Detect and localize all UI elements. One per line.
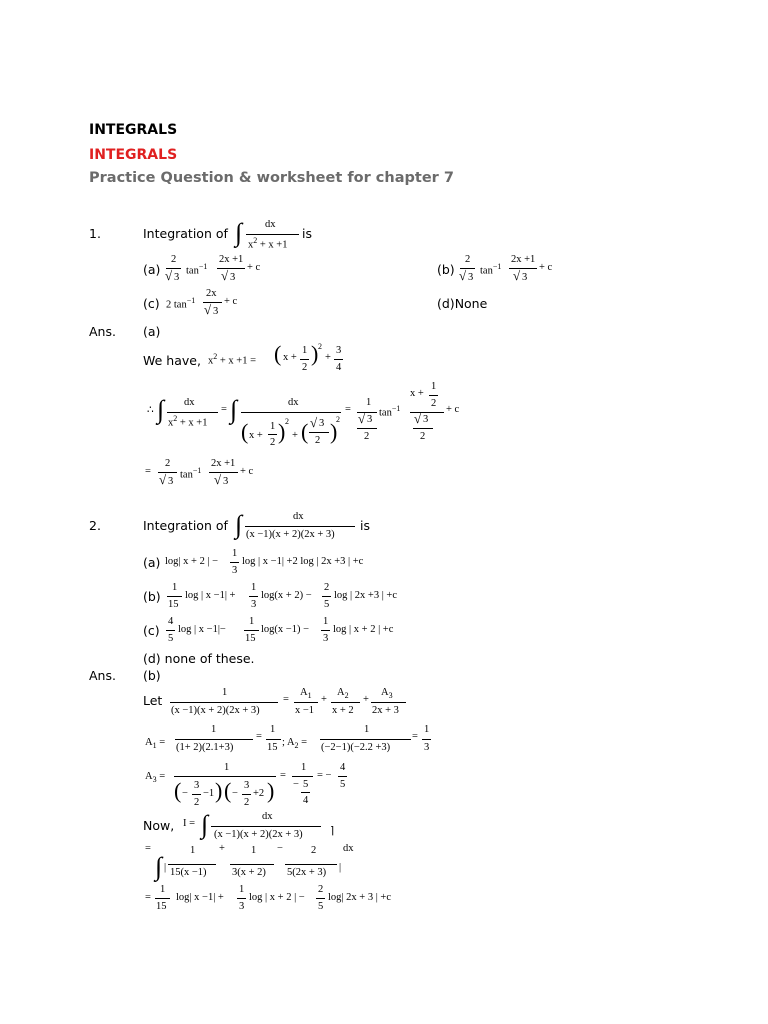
denominator: 3 — [232, 565, 238, 576]
numerator: 1 — [190, 845, 196, 856]
equals: = — [283, 694, 289, 705]
page-title: INTEGRALS — [89, 122, 178, 138]
right-paren: ) — [215, 778, 223, 803]
numerator: $A_1$ — [300, 687, 312, 701]
expression: log| 2x + 3 | +c — [328, 892, 391, 903]
numerator: $A_3$ — [381, 687, 393, 701]
operator: + — [321, 694, 327, 705]
constant: + c — [446, 404, 460, 415]
fraction-bar — [322, 596, 331, 597]
fraction-bar — [309, 432, 329, 433]
denominator: 15 — [168, 599, 179, 610]
arctan: $\tan^{-1}$ — [186, 262, 208, 277]
denominator: 2 — [302, 362, 308, 373]
option-c-label: (c) — [143, 296, 160, 311]
numerator: 1 — [364, 724, 370, 735]
option-b-label: (b) — [143, 589, 161, 604]
fraction-bar — [422, 739, 431, 740]
constant: + c — [224, 296, 238, 307]
expression: log| x −1| + — [176, 892, 224, 903]
therefore-symbol: ∴ — [147, 405, 154, 416]
fraction-bar — [301, 792, 310, 793]
numerator: 2 — [165, 458, 171, 469]
fraction-bar — [292, 776, 313, 777]
operator: − — [293, 779, 299, 790]
fraction-bar — [285, 864, 337, 865]
numerator: 1 — [249, 616, 255, 627]
numerator: 1 — [251, 845, 257, 856]
constant: + c — [240, 466, 254, 477]
expression: log | 2x +3 | +c — [334, 590, 397, 601]
fraction-bar — [331, 702, 360, 703]
equals: = — [256, 731, 262, 742]
numerator: dx — [293, 511, 304, 522]
operator: + — [363, 694, 369, 705]
expression: +2 — [253, 788, 265, 799]
numerator: 2 — [465, 254, 471, 265]
fraction-bar — [316, 898, 325, 899]
fraction-bar — [245, 526, 355, 527]
numerator: dx — [265, 219, 276, 230]
constant: + c — [539, 262, 553, 273]
let-text: Let — [143, 693, 163, 708]
radicand: 3 — [213, 306, 219, 317]
numerator: 1 — [160, 884, 166, 895]
numerator: 2x — [206, 288, 217, 299]
sqrt-symbol: √ — [310, 415, 318, 430]
question-number: 1. — [89, 226, 101, 241]
denominator: 2 — [431, 398, 437, 409]
denominator: 2 — [315, 435, 321, 446]
left-paren: ( — [274, 341, 282, 366]
integral-sign: ∫ — [230, 395, 238, 424]
numerator: dx — [262, 811, 273, 822]
integral-sign: ∫ — [201, 810, 209, 839]
fraction-bar — [357, 428, 377, 429]
question-stem-end: is — [302, 226, 312, 241]
bracket-right: | — [339, 862, 342, 873]
A2-label: ; $A_2$ = — [282, 737, 308, 751]
expression: x + — [249, 430, 263, 441]
equals: = — [145, 892, 151, 903]
arctan: $\tan^{-1}$ — [480, 262, 502, 277]
expression: $x^2 + x +1$ = — [208, 352, 257, 367]
equals: = — [145, 843, 151, 854]
fraction-bar — [211, 826, 321, 827]
expression: log | x −1| +2 log | 2x +3 | +c — [242, 556, 364, 567]
answer-label: Ans. — [89, 324, 116, 339]
A3-label: $A_3$ = — [145, 771, 166, 785]
sqrt-symbol: √ — [204, 302, 212, 317]
option-c-label: (c) — [143, 623, 160, 638]
arctan: $\tan^{-1}$ — [180, 466, 202, 481]
integral-sign: ∫ — [235, 218, 243, 247]
numerator: $A_2$ — [337, 687, 349, 701]
numerator: 1 — [270, 421, 276, 432]
denominator: 5 — [340, 779, 346, 790]
expression: log | x + 2 | − — [249, 892, 305, 903]
denominator: 3(x + 2) — [232, 867, 266, 878]
denominator: (x −1)(x + 2)(2x + 3) — [214, 829, 303, 840]
answer-value: (b) — [143, 668, 161, 683]
expression: log | x −1| + — [185, 590, 236, 601]
worksheet-heading: Practice Question & worksheet for chapter 7 — [89, 170, 454, 186]
fraction-bar — [170, 702, 278, 703]
numerator: 4 — [168, 616, 174, 627]
fraction-bar — [371, 702, 406, 703]
equals: = — [221, 404, 227, 415]
we-have-text: We have, — [143, 353, 201, 368]
fraction-bar — [155, 898, 170, 899]
numerator: 1 — [251, 582, 257, 593]
fraction-bar — [166, 630, 175, 631]
fraction-bar — [300, 359, 309, 360]
expression: log| x + 2 | − — [165, 556, 219, 567]
integral-sign: ∫ — [155, 852, 163, 881]
numerator: 2x +1 — [511, 254, 536, 265]
fraction-bar — [174, 776, 276, 777]
denominator: 4 — [303, 795, 309, 806]
expression: −1 — [203, 788, 215, 799]
operator: − — [277, 843, 283, 854]
denominator: 2x + 3 — [372, 705, 399, 716]
operator: − — [182, 788, 188, 799]
A1-label: $A_1$ = — [145, 737, 166, 751]
denominator: 2 — [420, 431, 426, 442]
radicand: 3 — [468, 272, 474, 283]
left-paren: ( — [241, 419, 249, 444]
denominator: 3 — [424, 742, 430, 753]
expression: log(x + 2) − — [261, 590, 312, 601]
operator: + — [219, 843, 225, 854]
expression: log | x −1|− — [178, 624, 226, 635]
numerator: 3 — [244, 780, 250, 791]
fraction-bar — [321, 630, 330, 631]
left-paren: ( — [301, 419, 309, 444]
numerator: 2 — [171, 254, 177, 265]
fraction-bar — [192, 794, 201, 795]
denominator: 5 — [324, 599, 330, 610]
radicand: 3 — [423, 414, 429, 425]
left-paren: ( — [174, 778, 182, 803]
denominator: x + 2 — [332, 705, 354, 716]
sqrt-symbol: √ — [165, 268, 173, 283]
denominator: (−2−1)(−2.2 +3) — [321, 742, 391, 753]
fraction-bar — [266, 739, 281, 740]
numerator: dx — [184, 397, 195, 408]
denominator: 3 — [239, 901, 245, 912]
denominator: 5(2x + 3) — [287, 867, 327, 878]
fraction-bar — [237, 898, 246, 899]
fraction-bar — [246, 234, 299, 235]
numerator: 2x +1 — [211, 458, 236, 469]
numerator: 4 — [340, 762, 346, 773]
denominator: 5 — [168, 633, 174, 644]
numerator: 2 — [318, 884, 324, 895]
numerator: 1 — [431, 381, 437, 392]
denominator: (x −1)(x + 2)(2x + 3) — [171, 705, 260, 716]
numerator: 1 — [224, 762, 230, 773]
radicand: 3 — [174, 272, 180, 283]
fraction-bar — [167, 412, 218, 413]
denominator: (1+ 2)(2.1+3) — [176, 742, 234, 753]
constant: + c — [247, 262, 261, 273]
fraction-bar — [230, 562, 239, 563]
numerator: 3 — [336, 345, 342, 356]
answer-value: (a) — [143, 324, 161, 339]
integral-sign: ∫ — [235, 510, 243, 539]
numerator: 3 — [194, 780, 200, 791]
fraction-bar — [320, 739, 411, 740]
option-b-label: (b) — [437, 262, 455, 277]
fraction-bar — [334, 359, 343, 360]
fraction-bar — [268, 434, 277, 435]
fraction-bar — [413, 428, 433, 429]
sqrt-symbol: √ — [513, 268, 521, 283]
operator: + — [292, 430, 298, 441]
numerator: 1 — [232, 548, 238, 559]
numerator: 1 — [270, 724, 276, 735]
denominator: 2 — [364, 431, 370, 442]
equals: = — [280, 770, 286, 781]
option-a-label: (a) — [143, 555, 161, 570]
numerator: 1 — [424, 724, 430, 735]
question-stem: Integration of — [143, 518, 228, 533]
option-d-label: (d) none of these. — [143, 651, 255, 666]
right-paren: ) — [330, 419, 338, 444]
denominator: 2 — [244, 797, 250, 808]
expression: x + — [410, 388, 424, 399]
bracket-right: ⌉ — [330, 826, 335, 837]
denominator: $x^2 + x +1$ — [168, 414, 208, 429]
right-paren: ) — [267, 778, 275, 803]
equals: = — [145, 466, 151, 477]
denominator: 5 — [318, 901, 324, 912]
radicand: 3 — [367, 414, 373, 425]
now-text: Now, — [143, 818, 175, 833]
denominator: 4 — [336, 362, 342, 373]
radicand: 3 — [522, 272, 528, 283]
numerator: 1 — [323, 616, 329, 627]
exponent: 2 — [285, 417, 289, 426]
numerator: 2 — [324, 582, 330, 593]
radicand: 3 — [168, 476, 174, 487]
fraction-bar — [294, 702, 318, 703]
sqrt-symbol: √ — [221, 268, 229, 283]
right-paren: ) — [278, 419, 286, 444]
integral-sign: ∫ — [157, 395, 165, 424]
fraction-bar — [429, 395, 438, 396]
arctan: $\tan^{-1}$ — [379, 404, 401, 419]
I-label: I = — [183, 818, 196, 829]
section-title: INTEGRALS — [89, 147, 178, 163]
equals: = − — [317, 770, 332, 781]
sqrt-symbol: √ — [358, 411, 366, 426]
numerator: 2 — [311, 845, 317, 856]
denominator: (x −1)(x + 2)(2x + 3) — [246, 529, 335, 540]
numerator: 1 — [172, 582, 178, 593]
answer-label: Ans. — [89, 668, 116, 683]
question-stem-end: is — [360, 518, 370, 533]
fraction-bar — [242, 794, 251, 795]
exponent: 2 — [336, 415, 340, 424]
denominator: 15(x −1) — [170, 867, 207, 878]
equals: = — [345, 404, 351, 415]
denominator: 15 — [267, 742, 278, 753]
fraction-bar — [244, 630, 259, 631]
numerator: 1 — [302, 345, 308, 356]
exponent: 2 — [318, 342, 322, 351]
expression: log(x −1) − — [261, 624, 310, 635]
fraction-bar — [167, 596, 182, 597]
denominator: 3 — [323, 633, 329, 644]
coefficient-arctan: 2 $\tan^{-1}$ — [166, 296, 196, 311]
operator: + — [325, 352, 331, 363]
fraction-bar — [338, 776, 347, 777]
numerator: 1 — [222, 687, 228, 698]
denominator: x −1 — [295, 705, 315, 716]
right-paren: ) — [311, 341, 319, 366]
numerator: 1 — [239, 884, 245, 895]
question-stem: Integration of — [143, 226, 228, 241]
operator: − — [232, 788, 238, 799]
numerator: 1 — [211, 724, 217, 735]
denominator: 3 — [251, 599, 257, 610]
numerator: 1 — [301, 762, 307, 773]
fraction-bar — [230, 864, 274, 865]
bracket-left: | — [164, 862, 167, 873]
denominator: 15 — [245, 633, 256, 644]
radicand: 3 — [319, 418, 325, 429]
dx-symbol: dx — [343, 843, 354, 854]
fraction-bar — [168, 864, 216, 865]
numerator: 1 — [366, 397, 372, 408]
denominator: 15 — [156, 901, 167, 912]
expression: log | x + 2 | +c — [333, 624, 394, 635]
expression: x + — [283, 352, 297, 363]
denominator: $x^2 + x +1$ — [248, 236, 288, 251]
option-d-label: (d)None — [437, 296, 488, 311]
numerator: dx — [288, 397, 299, 408]
left-paren: ( — [224, 778, 232, 803]
option-a-label: (a) — [143, 262, 161, 277]
fraction-bar — [175, 739, 253, 740]
sqrt-symbol: √ — [159, 472, 167, 487]
equals: = — [412, 731, 418, 742]
sqrt-symbol: √ — [214, 472, 222, 487]
radicand: 3 — [223, 476, 229, 487]
radicand: 3 — [230, 272, 236, 283]
fraction-bar — [241, 412, 341, 413]
numerator: 5 — [303, 779, 309, 790]
question-number: 2. — [89, 518, 101, 533]
denominator: 2 — [194, 797, 200, 808]
numerator: 2x +1 — [219, 254, 244, 265]
sqrt-symbol: √ — [414, 411, 422, 426]
fraction-bar — [249, 596, 258, 597]
denominator: 2 — [270, 437, 276, 448]
sqrt-symbol: √ — [459, 268, 467, 283]
